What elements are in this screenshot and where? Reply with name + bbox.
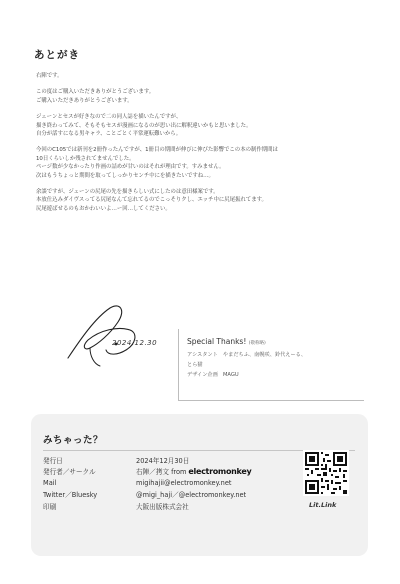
afterword-line: 尻尾遊ばせるのもおかわいいよ…ー回…してください。 — [36, 205, 171, 212]
afterword-line: ページ数が少なかったり作画の詰めが甘いのはそれが理由です。すみません。 — [36, 164, 225, 171]
afterword-line: 本放仕込みダイヴスってる尻尾なんて忘れてるのでこっそりクし、エッチ中に尻尾振れてます。 — [36, 197, 267, 204]
special-thanks-line: アシスタント やまだちふ、南幌咲、鈴代えーる、 — [187, 352, 307, 358]
colophon-row-date — [43, 454, 251, 466]
qr-code-icon — [303, 450, 349, 496]
afterword-paragraph-4 — [36, 146, 381, 180]
colophon-row-publisher — [43, 466, 251, 478]
colophon-row-mail — [43, 477, 251, 489]
colophon-label: 発行者／サークル — [43, 468, 96, 477]
afterword-line: 右陣です。 — [36, 73, 63, 79]
colophon-title: みちゃった？ — [43, 435, 104, 446]
afterword-line: ジェーンとセスが好きなので二の同人誌を描いたんですが、 — [36, 114, 182, 121]
afterword-paragraph-2 — [36, 88, 381, 105]
colophon-rows — [43, 454, 251, 512]
afterword-body — [36, 72, 381, 221]
signature-date: 2024.12.30 — [112, 339, 158, 347]
colophon-label: 印刷 — [43, 502, 57, 511]
special-thanks-line: とら猫 — [187, 362, 203, 368]
special-thanks-line: デザイン企画 MAGU — [187, 372, 239, 378]
colophon-box — [31, 414, 368, 556]
special-thanks-note: (敬称略) — [248, 341, 266, 346]
colophon-value: 2024年12月30日 — [136, 456, 190, 465]
qr-code-label: Lit.Link — [309, 501, 337, 509]
afterword-line: 描き終わってみて、そもそもセスが漫画になるのが思い出に解釈違いかもと思いました。 — [36, 122, 252, 129]
afterword-line: 10日くらいしか残されてませんでした。 — [36, 155, 135, 162]
colophon-value: @migi_haji／@electromonkey.net — [136, 491, 247, 500]
afterword-line: 余談ですが、ジェーンの尻尾の先を描きらしい式にしたのは意田様案です。 — [36, 189, 219, 196]
special-thanks-list — [187, 350, 364, 380]
afterword-line: ご購入いただきありがとうございます。 — [36, 97, 133, 104]
colophon-label: Mail — [43, 478, 57, 487]
colophon-label: 発行日 — [43, 456, 63, 465]
electromonkey-logo: electromonkey — [188, 466, 252, 476]
colophon-value: migihajii@electromonkey.net — [136, 478, 232, 487]
afterword-line: 自分が話すになる男キャラ、ことごとく平常運転難いから。 — [36, 131, 182, 138]
afterword-line: 今回のC105では新刊を2冊作ったんですが、1冊目の期間が伸びに伸びた影響でこの本の制作期間は — [36, 147, 278, 154]
special-thanks-box — [178, 329, 364, 401]
colophon-row-printer — [43, 500, 251, 512]
colophon-label: Twitter／Bluesky — [43, 491, 98, 500]
afterword-paragraph-5 — [36, 188, 381, 213]
colophon-value: 大阪出版株式会社 — [136, 502, 189, 511]
afterword-title: あとがき — [34, 49, 80, 61]
colophon-value: 右陣／拷文 from — [136, 468, 187, 477]
afterword-paragraph-1 — [36, 72, 381, 80]
afterword-line: この度はご購入いただきありがとうございます。 — [36, 89, 155, 96]
afterword-paragraph-3 — [36, 113, 381, 138]
afterword-line: 次はもうちょっと期間を取ってしっかりセンチ中にを描きたいですね…。 — [36, 172, 214, 179]
special-thanks-title: Special Thanks! — [187, 337, 247, 346]
colophon-row-social — [43, 489, 251, 501]
special-thanks-heading — [187, 337, 364, 346]
